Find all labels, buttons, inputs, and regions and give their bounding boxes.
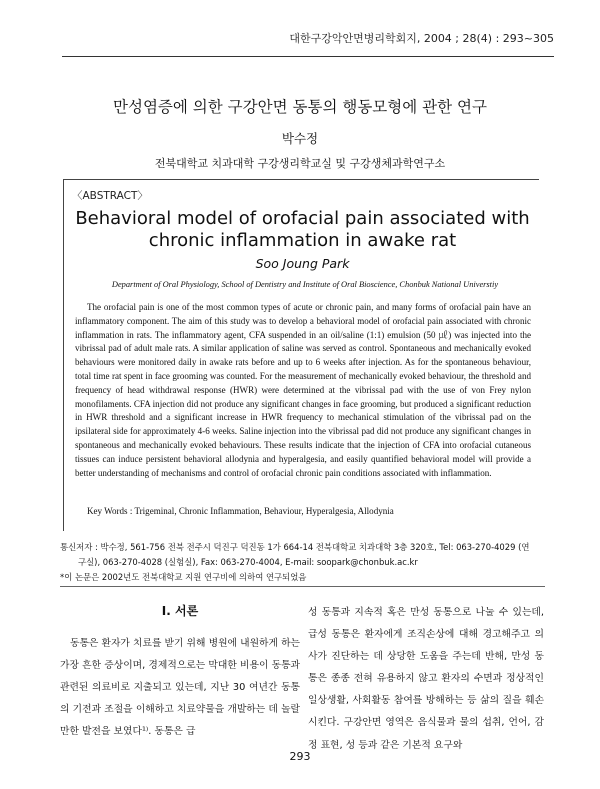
english-affiliation: Department of Oral Physiology, School of Dentistry and Institute of Oral Bioscience, Chonbuk National Universtiy <box>111 280 499 289</box>
correspondence-line-2: 구실), 063-270-4028 (실험실), Fax: 063-270-4004, E-mail: soopark@chonbuk.ac.kr <box>78 557 418 567</box>
keywords: Key Words : Trigeminal, Chronic Inflammation, Behaviour, Hyperalgesia, Allodynia <box>87 506 394 516</box>
grant-note: *이 논문은 2002년도 전북대학교 지원 연구비에 의하여 연구되었음 <box>60 572 307 582</box>
footnote-rule <box>60 586 545 587</box>
journal-reference: 대한구강악안면병리학회지, 2004 ; 28(4) : 293~305 <box>289 32 554 45</box>
page-number: 293 <box>289 750 311 763</box>
korean-author: 박수정 <box>281 131 319 146</box>
body-left-column: 동통은 환자가 치료를 받기 위해 병원에 내원하게 하는 가장 흔한 증상이며, 경제적으로는 막대한 비용이 동통과 관련된 의료비로 지출되고 있는데, 지난 30 여년간 동통의 기전과 조절을 이해하고 치료약물을 개발하는 데 놀랄만한 발전을 보였다¹⁾. 동통은 급 <box>60 638 301 738</box>
header-rule <box>62 56 554 57</box>
korean-affiliation: 전북대학교 치과대학 구강생리학교실 및 구강생체과학연구소 <box>154 157 446 170</box>
abstract-body: The orofacial pain is one of the most common types of acute or chronic pain, and many forms of orofacial pain have an inflammatory component. The aim of this study was to develop a behavioral model of orofacial pain associated with chronic inflammation in rats. The inflammatory agent, CFA suspended in an oil/saline (1:1) emulsion (50 ㎕) was injected into the vibrissal pad of adult male rats. A similar application of saline was served as control. Spontaneous and mechanically evoked behaviours were monitored daily in awake rats before and up to 6 weeks after injection. As for the spontaneous behaviour, total time rat spent in face grooming was counted. For the measurement of mechanically evoked behaviour, the threshold and frequency of head withdrawal response (HWR) were determined at the vibrissal pad with the use of von Frey nylon monofilaments. CFA injection did not produce any significant changes in face grooming, but produced a significant reduction in HWR threshold and a significant increase in HWR frequency to mechanical stimulation of the vibrissal pad on the ipsilateral side for approximately 4-6 weeks. Saline injection into the vibrissal pad did not produce any significant changes in spontaneous and mechanically evoked behaviours. These results indicate that the injection of CFA into orofacial cutaneous tissues can induce persistent behavioral allodynia and hyperalgesia, and easily quantified behavioral model will provide a better understanding of mechanisms and control of orofacial chronic pain conditions associated with inflammation. <box>75 302 531 478</box>
body-right-column: 성 동통과 지속적 혹은 만성 동통으로 나눌 수 있는데, 급성 동통은 환자에게 조직손상에 대해 경고해주고 의사가 진단하는 데 상당한 도움을 주는데 반해, 만성 동통은 종종 전혀 유용하지 않고 환자의 수면과 정상적인 일상생활, 사회활동 참여를 방해하는 등 삶의 질을 훼손시킨다. 구강안면 영역은 음식물과 물의 섭취, 언어, 감정 표현, 성 등과 같은 기본적 요구와 <box>308 607 544 751</box>
korean-title: 만성염증에 의한 구강안면 동통의 행동모형에 관한 연구 <box>113 98 487 116</box>
correspondence-line-1: 통신저자 : 박수정, 561-756 전북 전주시 덕진구 덕진동 1가 664-14 전북대학교 치과대학 3층 320호, Tel: 063-270-4029 (연 <box>60 542 530 552</box>
english-author: Soo Joung Park <box>255 256 350 271</box>
correspondence-note <box>60 540 545 570</box>
abstract-label: 〈ABSTRACT〉 <box>72 190 148 202</box>
english-title: Behavioral model of orofacial pain associated with chronic inflammation in awake rat <box>75 208 530 251</box>
section-heading: I. 서론 <box>161 604 199 618</box>
